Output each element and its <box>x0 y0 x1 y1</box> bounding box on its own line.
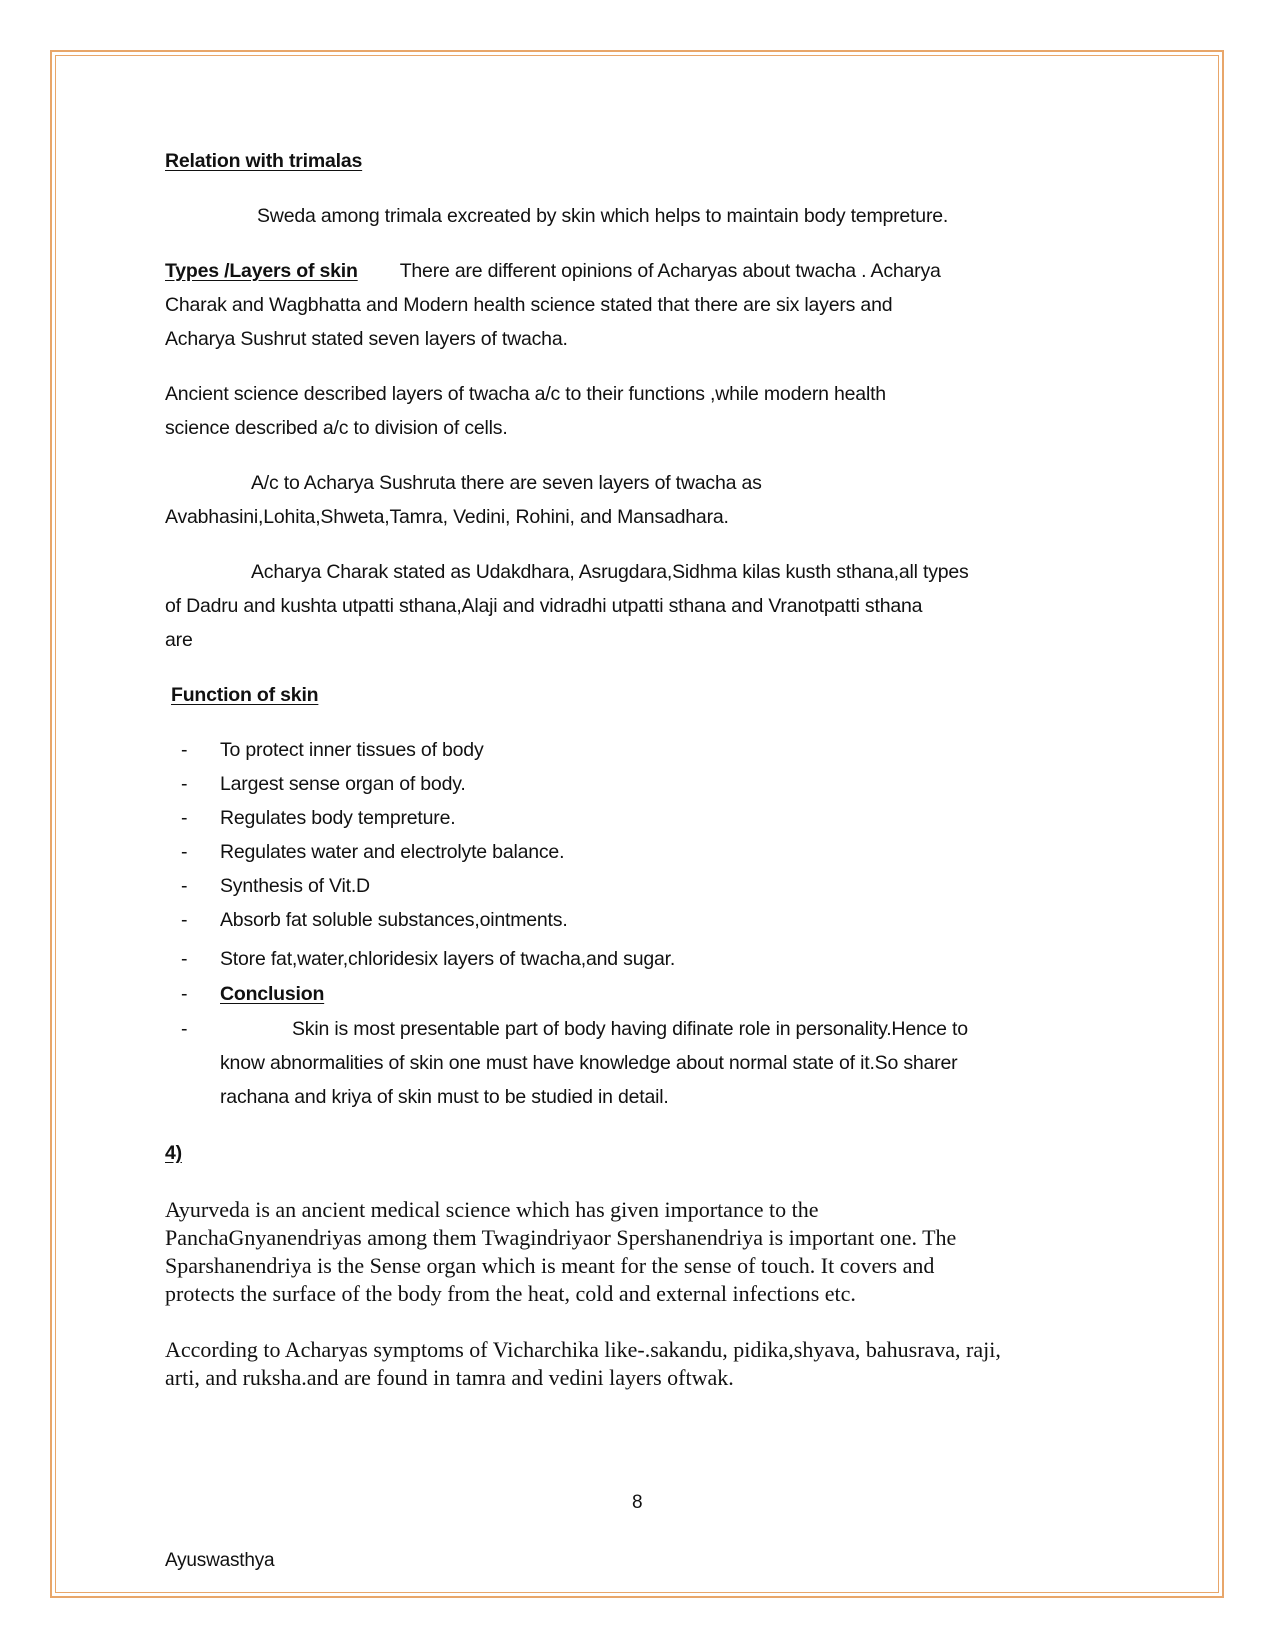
bullet-dash: - <box>181 1018 188 1040</box>
conclusion-line-1: Skin is most presentable part of body having difinate role in personality.Hence to <box>292 1018 968 1040</box>
types-line-1: There are different opinions of Acharyas about twacha . Acharya <box>399 260 941 282</box>
section4-para1-line-3: Sparshanendriya is the Sense organ which is meant for the sense of touch. It covers and <box>165 1253 935 1278</box>
sushruta-line-2: Avabhasini,Lohita,Shweta,Tamra, Vedini, Rohini, and Mansadhara. <box>165 506 729 528</box>
heading-types-layers-of-skin: Types /Layers of skin <box>165 260 358 282</box>
section4-para1-line-4: protects the surface of the body from the heat, cold and external infections etc. <box>165 1281 856 1306</box>
bullet-dash: - <box>181 841 188 863</box>
footer-text: Ayuswasthya <box>165 1550 275 1571</box>
types-line-3: Acharya Sushrut stated seven layers of twacha. <box>165 328 568 350</box>
bullet-dash: - <box>181 773 188 795</box>
ancient-line-1: Ancient science described layers of twacha a/c to their functions ,while modern health <box>165 383 886 405</box>
section4-para1-line-2: PanchaGnyanendriyas among them Twagindriyaor Spershanendriya is important one. The <box>165 1225 957 1250</box>
heading-relation-with-trimalas: Relation with trimalas <box>165 150 363 172</box>
section4-para2-line-2: arti, and ruksha.and are found in tamra and vedini layers oftwak. <box>165 1365 734 1390</box>
charak-line-1: Acharya Charak stated as Udakdhara, Asrugdara,Sidhma kilas kusth sthana,all types <box>251 561 969 583</box>
bullet-dash: - <box>181 875 188 897</box>
conclusion-line-3: rachana and kriya of skin must to be studied in detail. <box>220 1086 669 1108</box>
bullet-dash: - <box>181 909 188 931</box>
types-line-2: Charak and Wagbhatta and Modern health science stated that there are six layers and <box>165 294 893 316</box>
page-number: 8 <box>632 1492 643 1513</box>
section4-para1-line-1: Ayurveda is an ancient medical science which has given importance to the <box>165 1197 819 1222</box>
conclusion-line-2: know abnormalities of skin one must have knowledge about normal state of it.So sharer <box>220 1052 958 1074</box>
heading-function-of-skin: Function of skin <box>171 684 319 706</box>
types-paragraph-line <box>165 260 941 283</box>
section4-para2-line-1: According to Acharyas symptoms of Vicharchika like-.sakandu, pidika,shyava, bahusrava, raji, <box>165 1337 1001 1362</box>
heading-conclusion: Conclusion <box>220 983 325 1005</box>
bullet-dash: - <box>181 983 188 1005</box>
heading-section-4: 4) <box>165 1142 182 1164</box>
charak-line-3: are <box>165 629 193 651</box>
sushruta-line-1: A/c to Acharya Sushruta there are seven layers of twacha as <box>251 472 762 494</box>
ancient-line-2: science described a/c to division of cells. <box>165 417 508 439</box>
bullet-dash: - <box>181 739 188 761</box>
bullet-dash: - <box>181 948 188 970</box>
trimalas-paragraph: Sweda among trimala excreated by skin which helps to maintain body tempreture. <box>257 205 949 227</box>
charak-line-2: of Dadru and kushta utpatti sthana,Alaji and vidradhi utpatti sthana and Vranotpatti sthana <box>165 595 923 617</box>
bullet-dash: - <box>181 807 188 829</box>
